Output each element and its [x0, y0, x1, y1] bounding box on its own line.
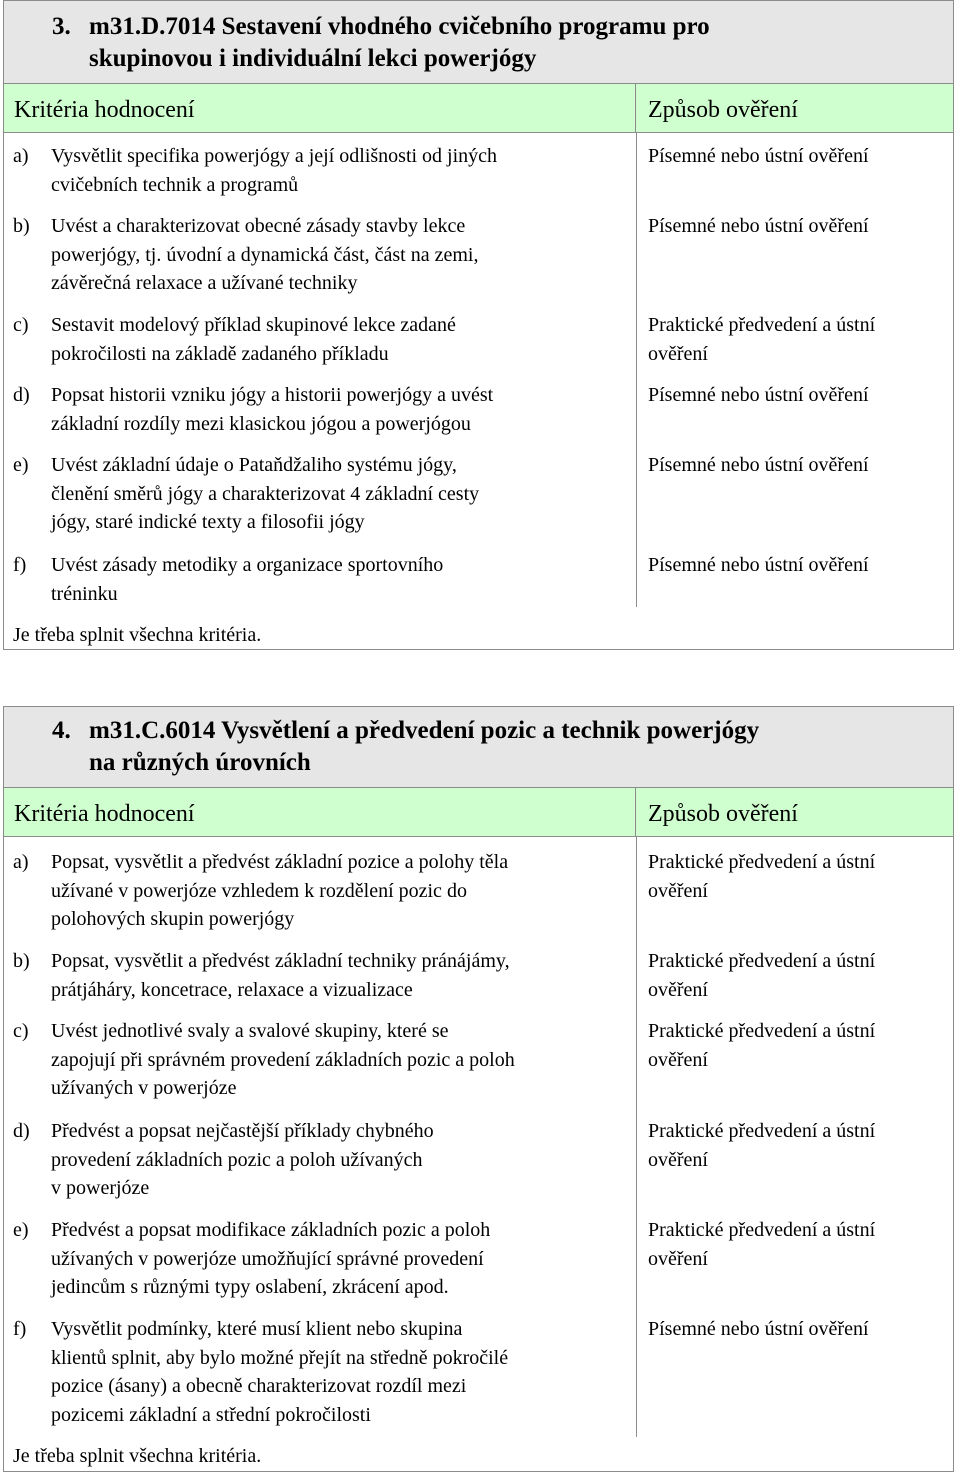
method-line: ověření [648, 1048, 708, 1071]
section-4-title [4, 707, 953, 788]
section-4-number: 4. [52, 717, 71, 744]
section-3-title-line2: skupinovou i individuální lekci powerjógy [89, 45, 537, 72]
criterion-line: Uvést základní údaje o Pataňdžaliho systému jógy, [51, 454, 457, 476]
criterion-line: zapojují při správném provedení základních pozic a poloh [51, 1048, 515, 1071]
row-letter: f) [13, 554, 27, 576]
row-letter: c) [13, 314, 29, 336]
verification-method [648, 1117, 948, 1174]
section-3-table-header [4, 84, 953, 133]
verification-method [648, 551, 948, 580]
section-4-title-line1: m31.C.6014 Vysvětlení a předvedení pozic a technik powerjógy [89, 717, 760, 744]
row-letter: b) [13, 950, 30, 972]
criterion-line: členění směrů jógy a charakterizovat 4 základní cesty [51, 482, 480, 505]
criterion-line: závěrečná relaxace a užívané techniky [51, 272, 358, 294]
criterion-line: tréninku [51, 582, 118, 605]
section-3 [3, 0, 954, 650]
column-divider [636, 837, 637, 1437]
criterion-text [51, 451, 631, 537]
verification-method [648, 1017, 948, 1074]
method-line: ověření [648, 978, 708, 1001]
section-3-title-line1: m31.D.7014 Sestavení vhodného cvičebního programu pro [89, 13, 710, 40]
verification-method [648, 947, 948, 1004]
method-line: Písemné nebo ústní ověření [648, 454, 869, 476]
verification-method [648, 1216, 948, 1273]
row-letter: d) [13, 1120, 30, 1142]
row-letter: b) [13, 215, 30, 237]
section-4-title-line2: na různých úrovních [89, 749, 311, 776]
method-line: Písemné nebo ústní ověření [648, 145, 869, 167]
criterion-line: Sestavit modelový příklad skupinové lekce zadané [51, 314, 456, 336]
criterion-text [51, 142, 631, 199]
criterion-line: jedincům s různými typy oslabení, zkrácení apod. [51, 1276, 449, 1298]
method-line: ověření [648, 1247, 708, 1270]
criterion-line: Vysvětlit specifika powerjógy a její odlišnosti od jiných [51, 145, 498, 167]
criterion-line: užívaných v powerjóze [51, 1077, 237, 1099]
criterion-line: užívané v powerjóze vzhledem k rozdělení pozic do [51, 879, 467, 902]
row-letter: a) [13, 851, 29, 873]
method-line: Praktické předvedení a ústní [648, 950, 876, 972]
method-header: Způsob ověření [636, 84, 953, 132]
criterion-line: Předvést a popsat nejčastější příklady chybného [51, 1120, 434, 1142]
method-line: Písemné nebo ústní ověření [648, 384, 869, 406]
section-4-table-header [4, 788, 953, 837]
criterion-line: Uvést jednotlivé svaly a svalové skupiny, které se [51, 1020, 449, 1042]
verification-method [648, 311, 948, 368]
criterion-line: provedení základních pozic a poloh užívaných [51, 1148, 423, 1171]
method-line: Praktické předvedení a ústní [648, 1020, 876, 1042]
method-line: Písemné nebo ústní ověření [648, 554, 869, 576]
criterion-line: Popsat, vysvětlit a předvést základní techniky pránájámy, [51, 950, 510, 972]
criterion-line: v powerjóze [51, 1177, 150, 1199]
column-divider [636, 133, 637, 607]
row-letter: f) [13, 1318, 27, 1340]
criterion-line: pozicemi základní a střední pokročilosti [51, 1403, 371, 1426]
section-4-footer: Je třeba splnit všechna kritéria. [13, 1445, 262, 1467]
verification-method [648, 1315, 948, 1344]
criterion-text [51, 381, 631, 438]
section-4 [3, 706, 954, 1472]
criterion-line: Uvést a charakterizovat obecné zásady stavby lekce [51, 215, 466, 237]
criterion-line: základní rozdíly mezi klasickou jógou a powerjógou [51, 412, 471, 435]
criterion-line: klientů splnit, aby bylo možné přejít na středně pokročilé [51, 1346, 509, 1369]
criterion-line: jógy, staré indické texty a filosofii jógy [51, 511, 365, 533]
method-line: Písemné nebo ústní ověření [648, 215, 869, 237]
row-letter: e) [13, 454, 29, 476]
criterion-line: pokročilosti na základě zadaného příkladu [51, 342, 389, 365]
criteria-header: Kritéria hodnocení [4, 788, 636, 836]
method-line: ověření [648, 1148, 708, 1171]
criterion-line: Vysvětlit podmínky, které musí klient nebo skupina [51, 1318, 463, 1340]
criterion-text [51, 947, 631, 1004]
method-line: ověření [648, 342, 708, 365]
method-line: Praktické předvedení a ústní [648, 314, 876, 336]
criterion-text [51, 1117, 631, 1203]
criterion-text [51, 848, 631, 934]
verification-method [648, 848, 948, 905]
criterion-line: Uvést zásady metodiky a organizace sportovního [51, 554, 444, 576]
section-3-number: 3. [52, 13, 71, 40]
criterion-line: cvičebních technik a programů [51, 173, 299, 196]
criterion-text [51, 1315, 631, 1429]
row-letter: d) [13, 384, 30, 406]
criteria-header: Kritéria hodnocení [4, 84, 636, 132]
criterion-line: Popsat historii vzniku jógy a historii powerjógy a uvést [51, 384, 494, 406]
method-line: Písemné nebo ústní ověření [648, 1318, 869, 1340]
criterion-text [51, 311, 631, 368]
verification-method [648, 451, 948, 480]
section-3-footer: Je třeba splnit všechna kritéria. [13, 624, 262, 646]
row-letter: c) [13, 1020, 29, 1042]
method-line: Praktické předvedení a ústní [648, 1120, 876, 1142]
row-letter: e) [13, 1219, 29, 1241]
row-letter: a) [13, 145, 29, 167]
criterion-line: užívaných v powerjóze umožňující správné provedení [51, 1247, 484, 1270]
method-line: ověření [648, 879, 708, 902]
criterion-text [51, 1216, 631, 1302]
verification-method [648, 142, 948, 171]
method-line: Praktické předvedení a ústní [648, 1219, 876, 1241]
criterion-line: Předvést a popsat modifikace základních pozic a poloh [51, 1219, 491, 1241]
method-header: Způsob ověření [636, 788, 953, 836]
criterion-text [51, 212, 631, 298]
criterion-line: prátjáháry, koncetrace, relaxace a vizualizace [51, 978, 413, 1001]
criterion-line: polohových skupin powerjógy [51, 908, 295, 930]
method-line: Praktické předvedení a ústní [648, 851, 876, 873]
verification-method [648, 212, 948, 241]
verification-method [648, 381, 948, 410]
criterion-line: Popsat, vysvětlit a předvést základní pozice a polohy těla [51, 851, 509, 873]
criterion-line: powerjógy, tj. úvodní a dynamická část, část na zemi, [51, 243, 479, 266]
criterion-line: pozice (ásany) a obecně charakterizovat rozdíl mezi [51, 1375, 467, 1397]
section-3-title [4, 1, 953, 84]
criterion-text [51, 551, 631, 608]
criterion-text [51, 1017, 631, 1103]
